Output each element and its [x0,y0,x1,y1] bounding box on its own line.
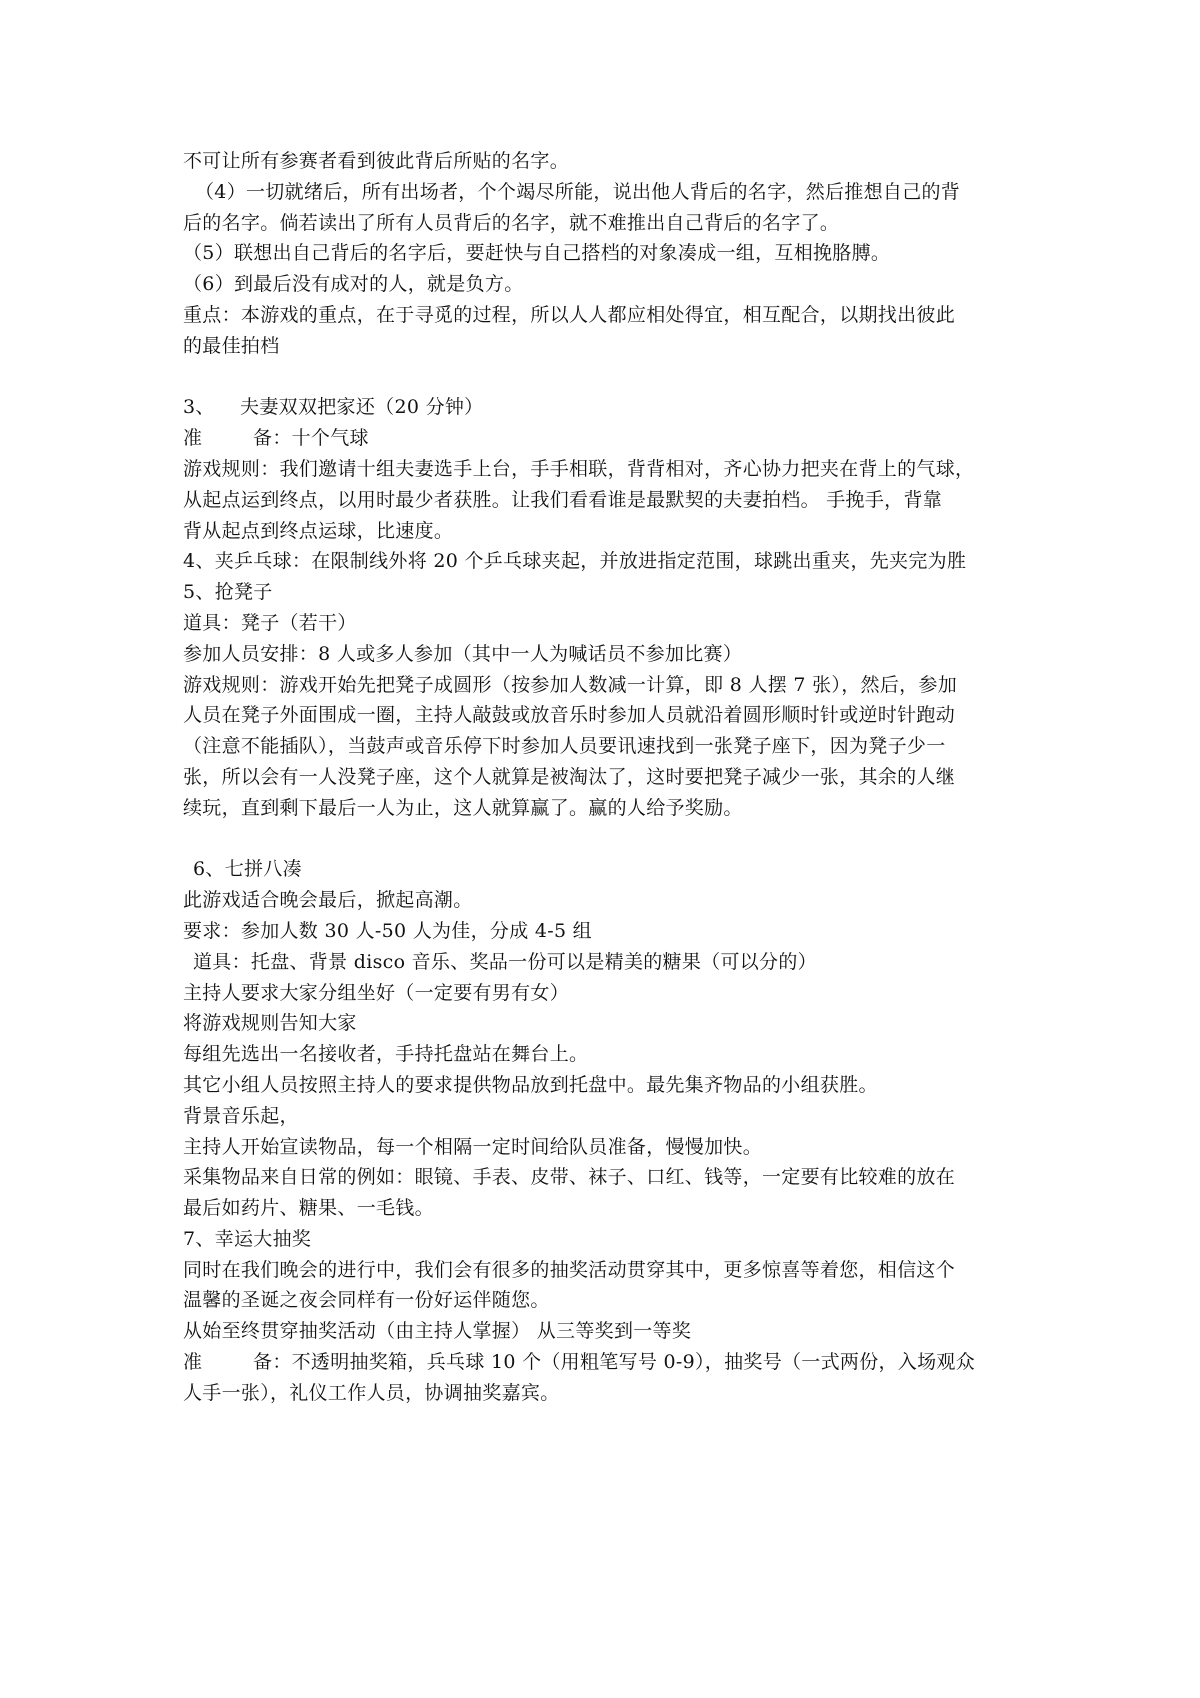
text-line: 道具：凳子（若干） [183,611,357,634]
text-line: 续玩，直到剩下最后一人为止，这人就算赢了。赢的人给予奖励。 [183,796,743,819]
section-heading: 5、抢凳子 [183,581,273,604]
text-line: 此游戏适合晚会最后，掀起高潮。 [183,889,473,912]
text-line: 准 备：不透明抽奖箱，兵乓球 10 个（用粗笔写号 0-9），抽奖号（一式两份，入场观众 [183,1351,976,1374]
blank-line [183,824,1043,855]
text-line: 准 备：十个气球 [183,427,369,450]
text-line: 的最佳拍档 [183,334,280,357]
text-line: 重点：本游戏的重点，在于寻觅的过程，所以人人都应相处得宜，相互配合，以期找出彼此 [183,303,956,326]
text-line: （4）一切就绪后，所有出场者，个个竭尽所能，说出他人背后的名字，然后推想自己的背 [195,180,961,203]
text-line: 将游戏规则告知大家 [183,1012,357,1035]
text-line: 主持人要求大家分组坐好（一定要有男有女） [183,981,570,1004]
text-line: 游戏规则：游戏开始先把凳子成圆形（按参加人数减一计算，即 8 人摆 7 张），然后，参加 [183,673,958,696]
text-line: （6）到最后没有成对的人，就是负方。 [183,273,524,296]
text-line: 不可让所有参赛者看到彼此背后所贴的名字。 [183,150,570,172]
text-line: 背从起点到终点运球，比速度。 [183,519,454,542]
text-line: （注意不能插队），当鼓声或音乐停下时参加人员要讯速找到一张凳子座下，因为凳子少一 [183,735,946,758]
text-line: 后的名字。倘若读出了所有人员背后的名字，就不难推出自己背后的名字了。 [183,211,840,234]
text-line: 从起点运到终点，以用时最少者获胜。让我们看看谁是最默契的夫妻拍档。 手挽手，背靠 [183,488,943,511]
text-line: 人员在凳子外面围成一圈，主持人敲鼓或放音乐时参加人员就沿着圆形顺时针或逆时针跑动 [183,704,956,727]
text-line: 主持人开始宣读物品，每一个相隔一定时间给队员准备，慢慢加快。 [183,1135,763,1158]
text-line: 参加人员安排：8 人或多人参加（其中一人为喊话员不参加比赛） [183,642,743,665]
text-line: 从始至终贯穿抽奖活动（由主持人掌握） 从三等奖到一等奖 [183,1320,692,1343]
text-line: 每组先选出一名接收者，手持托盘站在舞台上。 [183,1043,589,1066]
text-line: 道具：托盘、背景 disco 音乐、奖品一份可以是精美的糖果（可以分的） [193,950,817,973]
text-line: 游戏规则：我们邀请十组夫妻选手上台，手手相联，背背相对，齐心协力把夹在背上的气球， [183,457,975,480]
text-line: 背景音乐起， [183,1104,299,1127]
text-line: 温馨的圣诞之夜会同样有一份好运伴随您。 [183,1289,550,1312]
text-line: 其它小组人员按照主持人的要求提供物品放到托盘中。最先集齐物品的小组获胜。 [183,1073,878,1096]
text-line: 要求：参加人数 30 人-50 人为佳，分成 4-5 组 [183,919,592,942]
section-heading: 4、夹乒乓球：在限制线外将 20 个乒乓球夹起，并放进指定范围，球跳出重夹，先夹完为胜 [183,550,967,573]
text-line: 采集物品来自日常的例如：眼镜、手表、皮带、袜子、口红、钱等，一定要有比较难的放在 [183,1166,956,1189]
section-heading: 6、七拼八凑 [193,858,302,881]
text-line: 同时在我们晚会的进行中，我们会有很多的抽奖活动贯穿其中，更多惊喜等着您，相信这个 [183,1258,956,1281]
section-heading: 3、 夫妻双双把家还（20 分钟） [183,396,484,419]
text-line: 最后如药片、糖果、一毛钱。 [183,1197,434,1220]
blank-line [183,362,1043,393]
document-body [183,146,1043,1409]
text-line: 张，所以会有一人没凳子座，这个人就算是被淘汰了，这时要把凳子减少一张，其余的人继 [183,765,956,788]
section-heading: 7、幸运大抽奖 [183,1227,312,1250]
text-line: （5）联想出自己背后的名字后，要赶快与自己搭档的对象凑成一组，互相挽胳膊。 [183,242,891,265]
text-line: 人手一张），礼仪工作人员，协调抽奖嘉宾。 [183,1381,560,1404]
